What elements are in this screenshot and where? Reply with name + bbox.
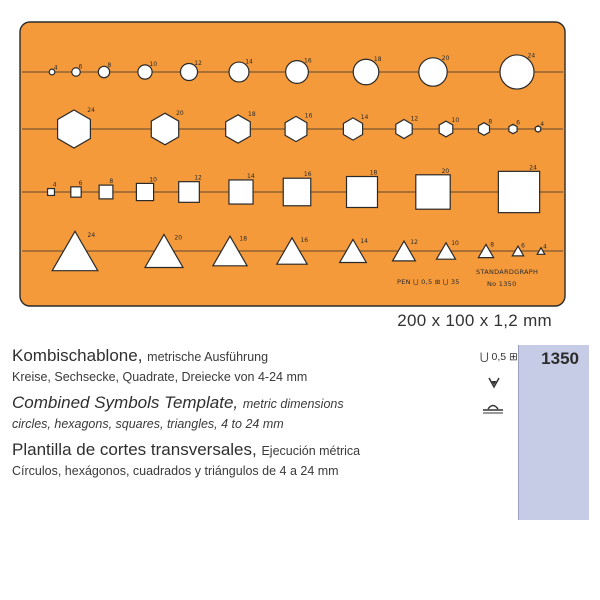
product-code-box: [519, 345, 589, 520]
product-code: 1350: [541, 349, 579, 368]
circle-size-label-16: 16: [304, 57, 312, 65]
title-german: [12, 345, 462, 368]
square-size-label-12: 12: [194, 174, 202, 182]
hexagon-size-label-14: 14: [360, 114, 369, 121]
title-spanish-sub: Ejecución métrica: [261, 444, 361, 458]
circle-size-label-14: 14: [245, 58, 253, 66]
circle-size-label-24: 24: [527, 52, 536, 60]
hexagon-size-label-12: 12: [410, 115, 419, 123]
hexagon-size-label-10: 10: [451, 116, 460, 124]
title-spanish: [12, 439, 462, 462]
hexagon-size-label-8: 8: [488, 118, 493, 126]
circle-size-label-10: 10: [149, 61, 158, 68]
symbol-column: [470, 345, 519, 520]
square-size-label-24: 24: [529, 164, 537, 172]
square-size-label-16: 16: [303, 171, 312, 179]
circle-size-label-8: 8: [107, 62, 112, 70]
hexagon-size-label-16: 16: [304, 112, 313, 120]
square-hole-8: [99, 185, 113, 199]
hexagon-hole-14: [343, 118, 362, 140]
hexagon-size-label-24: 24: [87, 106, 95, 114]
square-size-label-8: 8: [109, 178, 114, 186]
hexagon-size-label-18: 18: [248, 111, 256, 119]
title-english: [12, 392, 462, 415]
square-size-label-20: 20: [441, 167, 450, 175]
body-spanish: Círculos, hexágonos, cuadrados y triángulos de 4 a 24 mm: [12, 464, 339, 478]
square-hole-12: [179, 182, 200, 203]
description-spanish: [12, 439, 462, 480]
title-spanish-main: Plantilla de cortes transversales,: [12, 440, 257, 459]
hexagon-size-label-6: 6: [516, 119, 521, 127]
pen-spec-text: PEN ⋃ 0,5 ⊞ ⋃ 35: [397, 278, 460, 286]
triangle-size-label-12: 12: [410, 239, 418, 247]
title-german-main: Kombischablone,: [12, 346, 143, 365]
hexagon-size-label-4: 4: [540, 121, 545, 129]
body-german: Kreise, Sechsecke, Quadrate, Dreiecke von 4-24 mm: [12, 370, 308, 384]
triangle-size-label-24: 24: [87, 232, 96, 240]
square-size-label-18: 18: [369, 169, 378, 177]
circle-size-label-4: 4: [53, 64, 58, 72]
square-size-label-14: 14: [247, 173, 255, 180]
square-size-label-6: 6: [78, 179, 83, 187]
brand-text: STANDARDGRAPH: [476, 268, 539, 276]
square-size-label-4: 4: [52, 181, 57, 189]
triangle-size-label-10: 10: [451, 240, 459, 248]
circle-hole-20: [419, 58, 447, 86]
hexagon-size-label-20: 20: [176, 109, 184, 117]
circle-size-label-12: 12: [194, 59, 202, 67]
square-hole-4: [48, 189, 55, 196]
square-hole-18: [347, 177, 378, 208]
circle-size-label-6: 6: [78, 63, 83, 71]
triangle-size-label-4: 4: [543, 243, 547, 251]
triangle-size-label-8: 8: [490, 241, 495, 249]
description-english: [12, 392, 462, 433]
triangle-size-label-16: 16: [300, 236, 309, 244]
title-german-sub: metrische Ausführung: [147, 350, 269, 364]
square-hole-14: [229, 180, 253, 204]
pen-width-spec: ⋃ 0,5 ⊞: [480, 351, 518, 363]
triangle-size-label-18: 18: [239, 235, 248, 243]
triangle-size-label-14: 14: [360, 237, 368, 245]
square-hole-20: [416, 175, 450, 209]
circle-size-label-20: 20: [441, 54, 450, 62]
body-english: circles, hexagons, squares, triangles, 4 to 24 mm: [12, 417, 284, 431]
model-number-text: No 1350: [487, 280, 517, 288]
square-hole-6: [71, 187, 81, 197]
product-description: [12, 345, 462, 486]
square-hole-16: [283, 178, 311, 206]
triangle-size-label-20: 20: [174, 234, 183, 242]
title-english-sub: metric dimensions: [242, 397, 344, 411]
ink-nib-icon: [487, 375, 501, 389]
square-hole-10: [136, 183, 153, 200]
square-size-label-10: 10: [149, 176, 157, 184]
description-german: [12, 345, 462, 386]
title-english-main: Combined Symbols Template,: [12, 393, 239, 412]
template-edge-icon: [482, 401, 504, 415]
circle-size-label-18: 18: [373, 56, 382, 64]
square-hole-24: [498, 171, 539, 212]
template-dimensions: 200 x 100 x 1,2 mm: [397, 311, 552, 330]
triangle-size-label-6: 6: [521, 242, 525, 250]
hexagon-hole-16: [285, 116, 307, 141]
